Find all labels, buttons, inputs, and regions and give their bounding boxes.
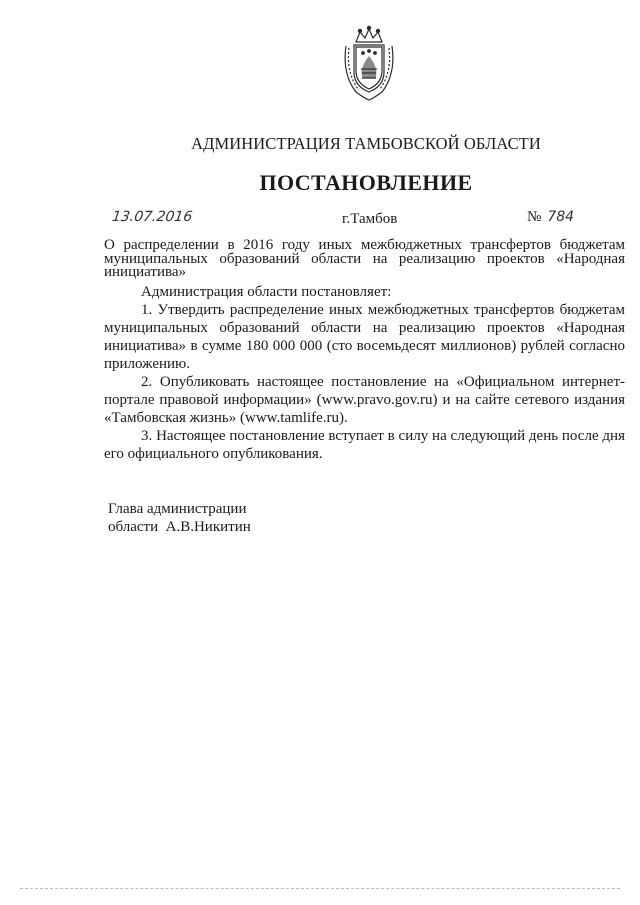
- document-number: [527, 209, 574, 226]
- organization-name: АДМИНИСТРАЦИЯ ТАМБОВСКОЙ ОБЛАСТИ: [191, 134, 541, 153]
- item-2: 2. Опубликовать настоящее постановление на «Официальном интернет-портале правовой информации» (www.pravo.gov.ru) и на сайте сетевого издания «Тамбовская жизнь» (www.tamlife.ru).: [104, 374, 625, 426]
- preamble: Администрация области постановляет:: [141, 284, 392, 300]
- number-label: №: [527, 209, 542, 225]
- signature-line-2: области А.В.Никитин: [108, 519, 251, 535]
- document-date: 13.07.2016: [110, 209, 194, 225]
- document-subject: О распределении в 2016 году иных межбюджетных трансфертов бюджетам муниципальных образований области на реализацию проектов «Народная инициатива»: [104, 237, 625, 280]
- coat-of-arms-icon: [334, 24, 404, 102]
- document-type-title: ПОСТАНОВЛЕНИЕ: [259, 170, 473, 195]
- number-value: 784: [547, 209, 575, 225]
- document-body: [104, 283, 625, 463]
- signature-block: [108, 500, 251, 536]
- item-3: 3. Настоящее постановление вступает в силу на следующий день после дня его официального опубликования.: [104, 428, 625, 462]
- signature-line-1: Глава администрации: [108, 501, 247, 517]
- item-1: 1. Утвердить распределение иных межбюджетных трансфертов бюджетам муниципальных образований области на реализацию проектов «Народная инициатива» в сумме 180 000 000 (сто восемьдесят миллионов) рублей согласно приложению.: [104, 302, 625, 372]
- scan-artifact-line: [20, 888, 620, 890]
- document-city: г.Тамбов: [342, 211, 398, 227]
